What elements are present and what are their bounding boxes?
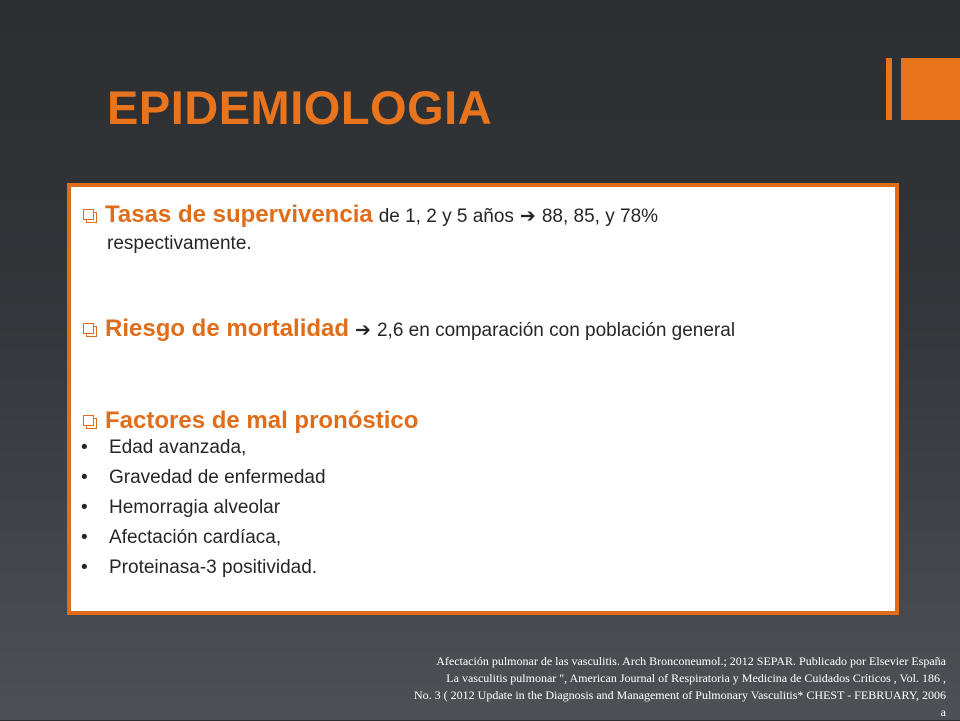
list-item-prognosis — [83, 407, 418, 435]
bullet-icon: • — [81, 437, 88, 458]
reference-line: La vasculitis pulmonar ", American Journal of Respiratoria y Medicina de Cuidados Críticos , Vol. 186 , — [446, 671, 946, 685]
list-item: • Hemorragia alveolar — [77, 493, 326, 523]
item-heading: Riesgo de mortalidad — [105, 315, 350, 342]
list-item-mortality — [83, 315, 735, 343]
item-heading: Tasas de supervivencia — [105, 201, 373, 228]
item-text: 88, 85, y 78% — [541, 206, 659, 227]
bullet-icon: • — [81, 497, 88, 518]
bullet-icon: • — [81, 527, 88, 548]
reference-line: No. 3 ( 2012 Update in the Diagnosis and Management of Pulmonary Vasculitis* CHEST - FEBRUARY, 2006 — [414, 688, 946, 702]
arrow-right-icon: ➔ — [519, 206, 536, 227]
reference-line: Afectación pulmonar de las vasculitis. Arch Bronconeumol.; 2012 SEPAR. Publicado por Elsevier España — [436, 654, 946, 668]
bullet-icon: • — [81, 557, 88, 578]
list-item-survival — [83, 201, 658, 255]
checkbox-icon — [83, 323, 97, 337]
slide-title: EPIDEMIOLOGIA — [107, 81, 493, 134]
list-item: • Edad avanzada, — [77, 433, 326, 463]
item-continuation: respectivamente. — [107, 233, 252, 254]
decorative-bar-thick — [901, 58, 960, 120]
references — [226, 653, 946, 721]
list-item: • Proteinasa-3 positividad. — [77, 553, 326, 583]
reference-line: a — [940, 705, 946, 719]
checkbox-icon — [83, 415, 97, 429]
checkbox-icon — [83, 209, 97, 223]
item-text: de 1, 2 y 5 años — [378, 206, 514, 227]
decorative-bar-thin — [886, 58, 892, 120]
bullet-icon: • — [81, 467, 88, 488]
item-text: 2,6 en comparación con población general — [376, 320, 736, 341]
list-item: • Gravedad de enfermedad — [77, 463, 326, 493]
item-heading: Factores de mal pronóstico — [105, 407, 419, 434]
list-item: • Afectación cardíaca, — [77, 523, 326, 553]
prognosis-factor-list — [77, 433, 326, 583]
content-box — [67, 183, 899, 615]
arrow-right-icon: ➔ — [355, 320, 371, 341]
